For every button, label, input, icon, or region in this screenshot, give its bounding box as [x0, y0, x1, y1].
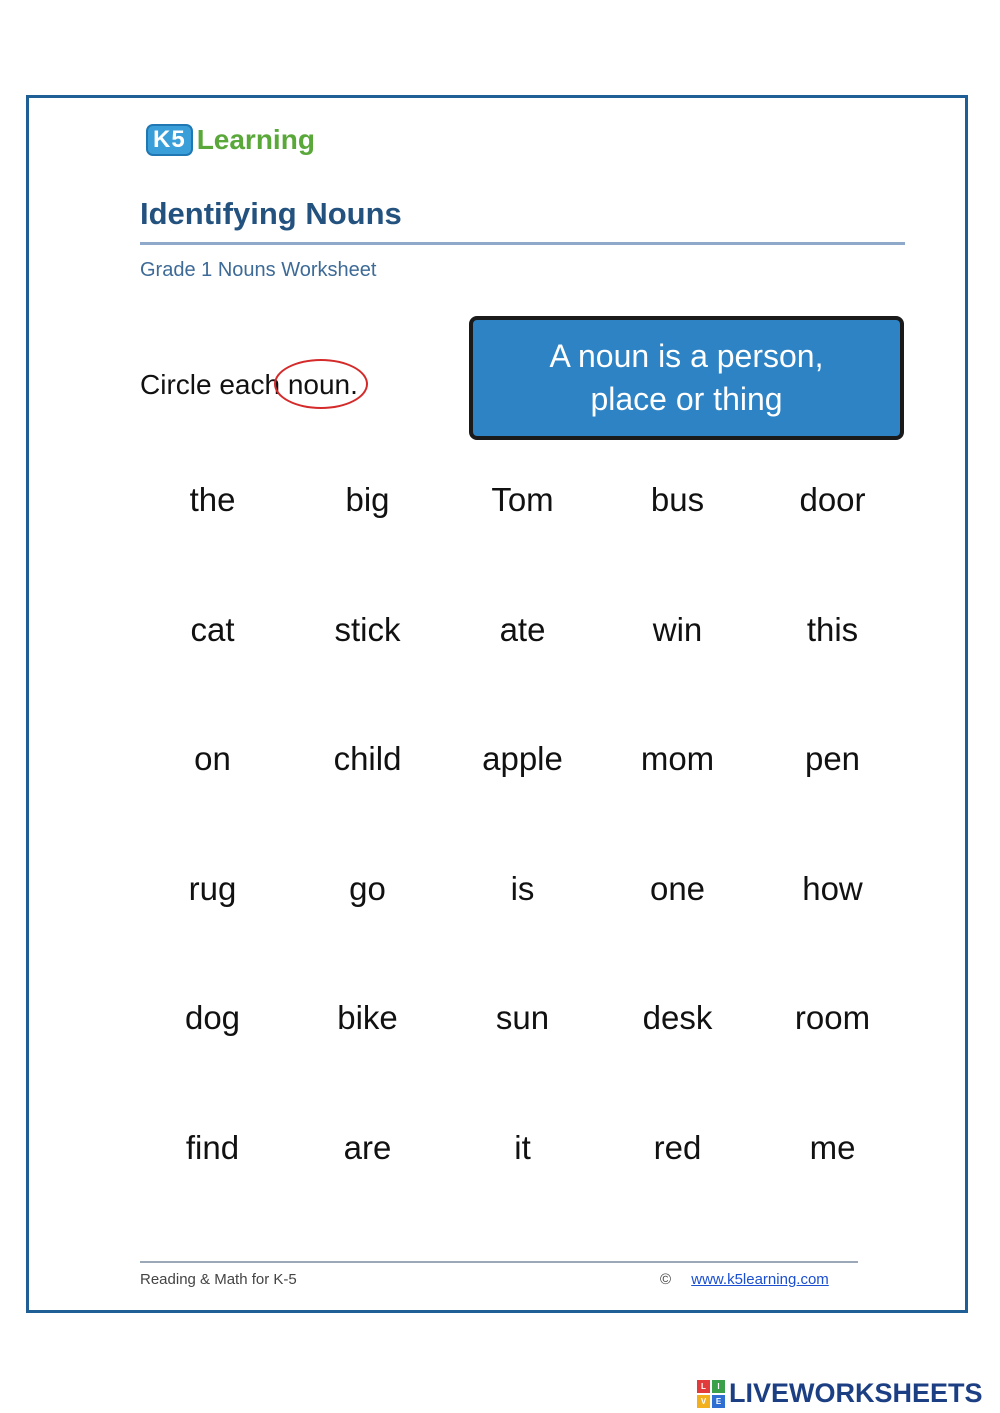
word-option[interactable]: it	[514, 1128, 531, 1166]
word-option[interactable]: bus	[650, 481, 705, 518]
word-option[interactable]: ate	[499, 610, 546, 648]
definition-callout	[469, 316, 904, 440]
title-divider	[140, 242, 905, 245]
k5-logo	[146, 124, 315, 156]
word-option[interactable]: door	[799, 481, 866, 518]
word-option[interactable]: are	[343, 1128, 392, 1166]
brand-squares-icon	[697, 1380, 725, 1408]
page-subtitle: Grade 1 Nouns Worksheet	[140, 259, 377, 281]
word-option[interactable]: red	[653, 1128, 702, 1166]
brand-square: I	[712, 1380, 725, 1393]
word-option[interactable]: mom	[640, 740, 715, 777]
word-option[interactable]: find	[185, 1128, 240, 1166]
word-option[interactable]: on	[194, 740, 231, 777]
word-option[interactable]: how	[802, 869, 863, 907]
footer-link[interactable]: www.k5learning.com	[691, 1271, 829, 1288]
word-option[interactable]: apple	[482, 740, 563, 777]
word-option[interactable]: win	[652, 610, 703, 648]
callout-line-1: A noun is a person,	[549, 338, 824, 374]
word-option[interactable]: room	[794, 999, 871, 1036]
brand-square: V	[697, 1395, 710, 1408]
instruction-circled-word	[288, 369, 350, 401]
word-option[interactable]: sun	[495, 999, 550, 1036]
word-grid	[135, 470, 910, 1247]
word-option[interactable]: pen	[804, 740, 861, 777]
page-title: Identifying Nouns	[140, 196, 402, 231]
footer-copyright	[660, 1271, 829, 1288]
copyright-symbol: ©	[660, 1271, 672, 1288]
logo-text: Learning	[196, 124, 315, 155]
instruction-word: noun	[287, 369, 351, 400]
instruction-suffix: .	[350, 369, 358, 400]
instruction-prefix: Circle each	[140, 369, 281, 400]
brand-square: E	[712, 1395, 725, 1408]
word-option[interactable]: big	[345, 481, 390, 518]
callout-line-2: place or thing	[590, 381, 783, 417]
word-option[interactable]: me	[809, 1128, 856, 1166]
brand-text: LIVEWORKSHEETS	[729, 1378, 983, 1408]
word-option[interactable]: bike	[337, 999, 398, 1036]
word-option[interactable]: one	[649, 869, 706, 907]
liveworksheets-brand	[697, 1378, 983, 1409]
word-option[interactable]: go	[349, 869, 386, 907]
word-option[interactable]: the	[189, 481, 236, 518]
word-option[interactable]: dog	[184, 999, 241, 1036]
word-option[interactable]: cat	[190, 610, 235, 648]
instruction	[140, 369, 358, 401]
word-option[interactable]: stick	[334, 610, 401, 648]
word-option[interactable]: this	[806, 610, 859, 648]
logo-badge: K5	[146, 124, 193, 156]
footer-tagline: Reading & Math for K-5	[140, 1271, 297, 1288]
footer-divider	[140, 1261, 858, 1263]
word-option[interactable]: rug	[188, 869, 237, 907]
red-circle-mark	[274, 359, 368, 409]
brand-square: L	[697, 1380, 710, 1393]
word-option[interactable]: desk	[642, 999, 713, 1036]
word-option[interactable]: is	[510, 869, 535, 907]
word-option[interactable]: child	[333, 740, 402, 777]
word-option[interactable]: Tom	[491, 481, 554, 518]
